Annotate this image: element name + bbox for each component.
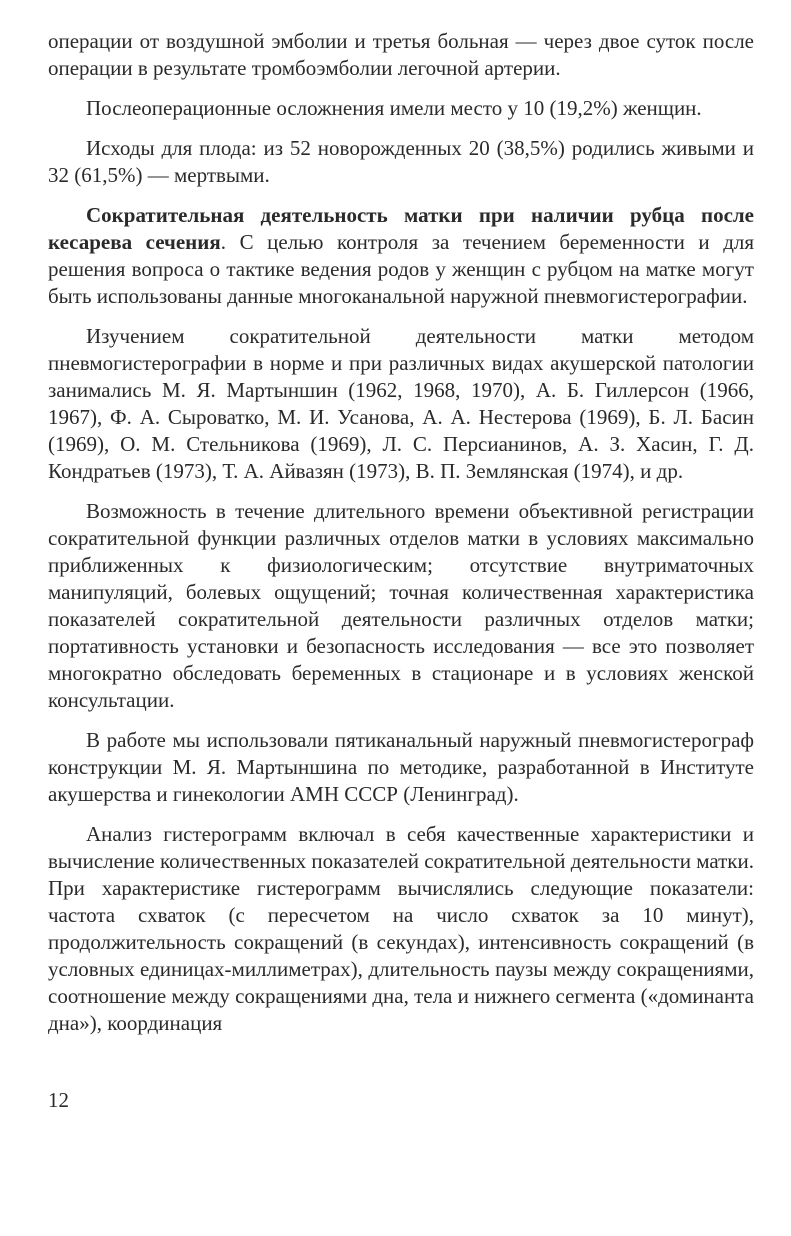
paragraph-literature: Изучением сократительной деятельности матки методом пневмогистерографии в норме и при различных видах акушерской патологии занимались М. Я. Мартыншин (1962, 1968, 1970), А. Б. Гиллерсон (1966, 1967), Ф. А. Сыроватко, М. И. Усанова, А. А. Нестерова (1969), Б. Л. Басин (1969), О. М. Стельникова (1969), Л. С. Персианинов, А. З. Хасин, Г. Д. Кондратьев (1973), Т. А. Айвазян (1973), В. П. Землянская (1974), и др. (48, 324, 754, 483)
paragraph-analysis: Анализ гистерограмм включал в себя качественные характеристики и вычисление количественных показателей сократительной деятельности матки. При характеристике гистерограмм вычислялись следующие показатели: частота схваток (с пересчетом на число схваток за 10 минут), продолжительность сокращений (в секундах), интенсивность сокращений (в условных единицах-миллиметрах), длительность паузы между сокращениями, соотношение между сокращениями дна, тела и нижнего сегмента («доминанта дна»), координация (48, 822, 754, 1035)
section-heading: Сократительная деятельность матки при наличии рубца после кесарева сечения (48, 203, 754, 254)
page-number: 12 (48, 1088, 69, 1112)
section-intro-text: . С целью контроля за течением беременности и для решения вопроса о тактике ведения родов у женщин с рубцом на матке могут быть использованы данные многоканальной наружной пневмогистерографии. (48, 230, 755, 308)
paragraph-advantages: Возможность в течение длительного времени объективной регистрации сократительной функции различных отделов матки в условиях максимально приближенных к физиологическим; отсутствие внутриматочных манипуляций, болевых ощущений; точная количественная характеристика показателей сократительной деятельности различных отделов матки; портативность установки и безопасность исследования — все это позволяет многократно обследовать беременных в стационаре и в условиях женской консультации. (48, 499, 754, 712)
paragraph-complications: Послеоперационные осложнения имели место у 10 (19,2%) женщин. (86, 96, 702, 120)
paragraph-method: В работе мы использовали пятиканальный наружный пневмогистерограф конструкции М. Я. Мартыншина по методике, разработанной в Институте акушерства и гинекологии АМН СССР (Ленинград). (48, 728, 754, 806)
paragraph-section-intro (48, 202, 754, 310)
page-body (48, 28, 754, 1050)
paragraph-fetal-outcomes: Исходы для плода: из 52 новорожденных 20 (38,5%) родились живыми и 32 (61,5%) — мертвыми. (48, 136, 754, 187)
paragraph-continuation: операции от воздушной эмболии и третья больная — через двое суток после операции в результате тромбоэмболии легочной артерии. (48, 29, 754, 80)
